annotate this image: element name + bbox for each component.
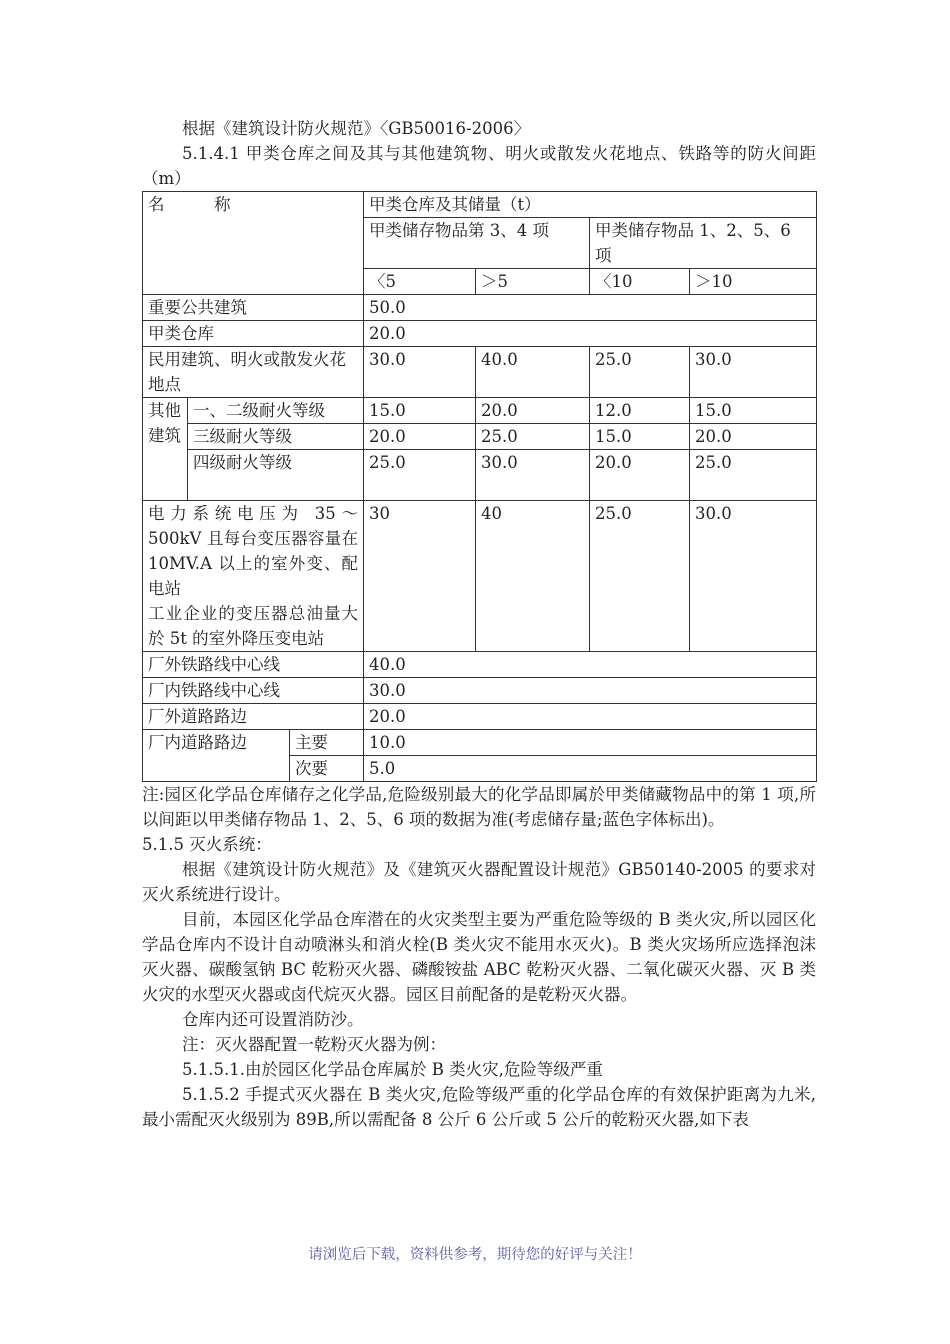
intro-line-1: 根据《建筑设计防火规范》〈GB50016-2006〉	[182, 119, 531, 138]
table-row	[143, 347, 817, 398]
section-5-1-5-heading: 5.1.5 灭火系统：	[142, 835, 272, 854]
intro-line-2: 5.1.4.1 甲类仓库之间及其与其他建筑物、明火或散发火花地点、铁路等的防火间距（m）	[142, 144, 816, 188]
power-label-2: 工业企业的变压器总油量大於 5t 的室外降压变电站	[148, 604, 359, 648]
sub-label-minor: 次要	[290, 756, 364, 782]
cell-value: 40.0	[476, 347, 590, 398]
cell-value: 25.0	[590, 501, 690, 652]
paragraph: 5.1.5.1.由於园区化学品仓库属於 B 类火灾,危险等级严重	[182, 1060, 603, 1079]
table-row	[143, 730, 817, 756]
table-row	[143, 424, 817, 450]
row-label: 一、二级耐火等级	[188, 398, 364, 424]
row-value: 30.0	[364, 678, 817, 704]
power-station-label	[143, 501, 364, 652]
row-value: 5.0	[364, 756, 817, 782]
cell-value: 20.0	[590, 450, 690, 501]
col-header-gt5: ＞5	[476, 269, 590, 295]
row-value: 20.0	[364, 321, 817, 347]
table-row	[143, 678, 817, 704]
power-label-1: 电力系统电压为 35～500kV 且每台变压器容量在 10MV.A 以上的室外变、配电站	[148, 504, 359, 598]
row-value: 10.0	[364, 730, 817, 756]
cell-value: 25.0	[476, 424, 590, 450]
sub-header-2: 甲类储存物品 1、2、5、6 项	[590, 218, 817, 269]
paragraph: 目前，本园区化学品仓库潜在的火灾类型主要为严重危险等级的 B 类火灾,所以园区化学品仓库内不设计自动喷淋头和消火栓(B 类火灾不能用水灭火)。B 类火灾场所应选择泡沫灭火器、碳酸氢钠 BC 乾粉灭火器、磷酸铵盐 ABC 乾粉灭火器、二氧化碳灭火器、灭 B 类火灾的水型灭火器或卤代烷灭火器。园区目前配备的是乾粉灭火器。	[142, 910, 816, 1004]
footer-note: 请浏览后下载，资料供参考，期待您的好评与关注！	[308, 1247, 642, 1263]
row-label: 四级耐火等级	[188, 450, 364, 501]
col-header-lt10: 〈10	[590, 269, 690, 295]
cell-value: 20.0	[364, 424, 476, 450]
row-label: 厂外铁路线中心线	[143, 652, 364, 678]
cell-value: 30	[364, 501, 476, 652]
cell-value: 25.0	[690, 450, 817, 501]
paragraph: 仓库内还可设置消防沙。	[182, 1010, 364, 1029]
cell-value: 15.0	[590, 424, 690, 450]
paragraph: 5.1.5.2 手提式灭火器在 B 类火灾,危险等级严重的化学品仓库的有效保护距离为九米,最小需配灭火级别为 89B,所以需配备 8 公斤 6 公斤或 5 公斤的乾粉灭火器,如下表	[142, 1085, 816, 1129]
cell-value: 30.0	[476, 450, 590, 501]
cell-value: 15.0	[364, 398, 476, 424]
cell-value: 25.0	[590, 347, 690, 398]
cell-value: 25.0	[364, 450, 476, 501]
cell-value: 30.0	[690, 347, 817, 398]
row-label: 厂内铁路线中心线	[143, 678, 364, 704]
row-label: 三级耐火等级	[188, 424, 364, 450]
table-note: 注:园区化学品仓库储存之化学品,危险级别最大的化学品即属於甲类储藏物品中的第 1 项,所以间距以甲类储存物品 1、2、5、6 项的数据为准(考虑储存量;蓝色字体标出)。	[142, 785, 816, 829]
fire-distance-table	[142, 191, 817, 782]
table-row	[143, 398, 817, 424]
row-label: 重要公共建筑	[143, 295, 364, 321]
cell-value: 30.0	[364, 347, 476, 398]
cell-value: 15.0	[690, 398, 817, 424]
cell-value: 20.0	[476, 398, 590, 424]
document-body	[142, 116, 816, 1132]
paragraph: 注：灭火器配置一乾粉灭火器为例：	[182, 1035, 446, 1054]
cell-value: 20.0	[690, 424, 817, 450]
sub-label-main: 主要	[290, 730, 364, 756]
table-row	[143, 295, 817, 321]
group-header: 甲类仓库及其储量（t）	[364, 192, 817, 218]
cell-value: 30.0	[690, 501, 817, 652]
row-value: 40.0	[364, 652, 817, 678]
row-label: 民用建筑、明火或散发火花地点	[143, 347, 364, 398]
sub-header-1: 甲类储存物品第 3、4 项	[364, 218, 590, 269]
row-label: 厂外道路路边	[143, 704, 364, 730]
table-row	[143, 704, 817, 730]
table-row	[143, 321, 817, 347]
table-row	[143, 652, 817, 678]
row-label: 厂内道路路边	[143, 730, 290, 782]
paragraph: 根据《建筑设计防火规范》及《建筑灭火器配置设计规范》GB50140-2005 的要求对灭火系统进行设计。	[142, 860, 816, 904]
table-row	[143, 450, 817, 501]
row-value: 50.0	[364, 295, 817, 321]
row-label: 甲类仓库	[143, 321, 364, 347]
name-header: 名 称	[143, 192, 364, 295]
cell-value: 12.0	[590, 398, 690, 424]
col-header-lt5: 〈5	[364, 269, 476, 295]
table-row	[143, 501, 817, 652]
row-value: 20.0	[364, 704, 817, 730]
cell-value: 40	[476, 501, 590, 652]
other-buildings-label: 其他建筑	[143, 398, 188, 501]
col-header-gt10: ＞10	[690, 269, 817, 295]
